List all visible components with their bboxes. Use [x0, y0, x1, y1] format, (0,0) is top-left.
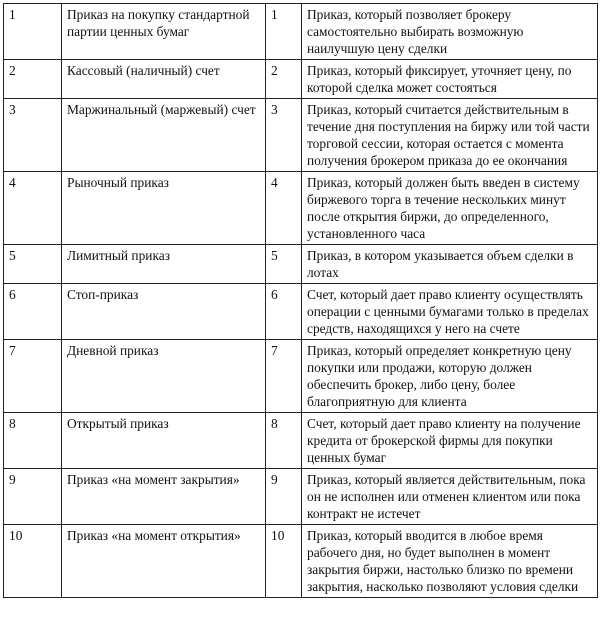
right-number-cell: 8	[266, 413, 302, 469]
right-number-cell: 1	[266, 4, 302, 60]
right-number-cell: 4	[266, 172, 302, 245]
definition-cell: Приказ, который фиксирует, уточняет цену, по которой сделка может состояться	[302, 60, 598, 99]
right-number-cell: 9	[266, 469, 302, 525]
term-cell: Приказ на покупку стандартной партии ценных бумаг	[62, 4, 266, 60]
right-number-cell: 5	[266, 245, 302, 284]
term-cell: Лимитный приказ	[62, 245, 266, 284]
table-row	[4, 284, 598, 340]
right-number-cell: 10	[266, 525, 302, 598]
definition-cell: Счет, который дает право клиенту на получение кредита от брокерской фирмы для покупки ценных бумаг	[302, 413, 598, 469]
table-row	[4, 340, 598, 413]
right-number-cell: 3	[266, 99, 302, 172]
left-number-cell: 2	[4, 60, 62, 99]
table-row	[4, 4, 598, 60]
term-cell: Приказ «на момент открытия»	[62, 525, 266, 598]
left-number-cell: 6	[4, 284, 62, 340]
left-number-cell: 7	[4, 340, 62, 413]
definition-cell: Приказ, который вводится в любое время рабочего дня, но будет выполнен в момент закрытия биржи, настолько близко по времени закрытия, насколько позволяют условия сделки	[302, 525, 598, 598]
right-number-cell: 6	[266, 284, 302, 340]
definition-cell: Счет, который дает право клиенту осуществлять операции с ценными бумагами только в пределах средств, находящихся у него на счете	[302, 284, 598, 340]
left-number-cell: 3	[4, 99, 62, 172]
table-row	[4, 525, 598, 598]
table-row	[4, 413, 598, 469]
definition-cell: Приказ, который позволяет брокеру самостоятельно выбирать возможную наилучшую цену сделки	[302, 4, 598, 60]
term-cell: Приказ «на момент закрытия»	[62, 469, 266, 525]
definition-cell: Приказ, который определяет конкретную цену покупки или продажи, которую должен обеспечить брокер, либо цену, более благоприятную для клиента	[302, 340, 598, 413]
table-row	[4, 99, 598, 172]
left-number-cell: 1	[4, 4, 62, 60]
definition-cell: Приказ, который должен быть введен в систему биржевого торга в течение нескольких минут после открытия биржи, до определенного, установленного часа	[302, 172, 598, 245]
right-number-cell: 2	[266, 60, 302, 99]
left-number-cell: 5	[4, 245, 62, 284]
left-number-cell: 4	[4, 172, 62, 245]
term-cell: Дневной приказ	[62, 340, 266, 413]
definition-cell: Приказ, в котором указывается объем сделки в лотах	[302, 245, 598, 284]
term-cell: Стоп-приказ	[62, 284, 266, 340]
definition-cell: Приказ, который считается действительным в течение дня поступления на биржу или той части торговой сессии, которая остается с момента получения брокером приказа до ее окончания	[302, 99, 598, 172]
left-number-cell: 9	[4, 469, 62, 525]
term-cell: Открытый приказ	[62, 413, 266, 469]
left-number-cell: 8	[4, 413, 62, 469]
term-cell: Маржинальный (маржевый) счет	[62, 99, 266, 172]
right-number-cell: 7	[266, 340, 302, 413]
table-row	[4, 172, 598, 245]
table-row	[4, 60, 598, 99]
table-row	[4, 469, 598, 525]
definition-cell: Приказ, который является действительным, пока он не исполнен или отменен клиентом или пока контракт не истечет	[302, 469, 598, 525]
term-cell: Рыночный приказ	[62, 172, 266, 245]
left-number-cell: 10	[4, 525, 62, 598]
matching-table	[3, 3, 598, 598]
table-row	[4, 245, 598, 284]
term-cell: Кассовый (наличный) счет	[62, 60, 266, 99]
